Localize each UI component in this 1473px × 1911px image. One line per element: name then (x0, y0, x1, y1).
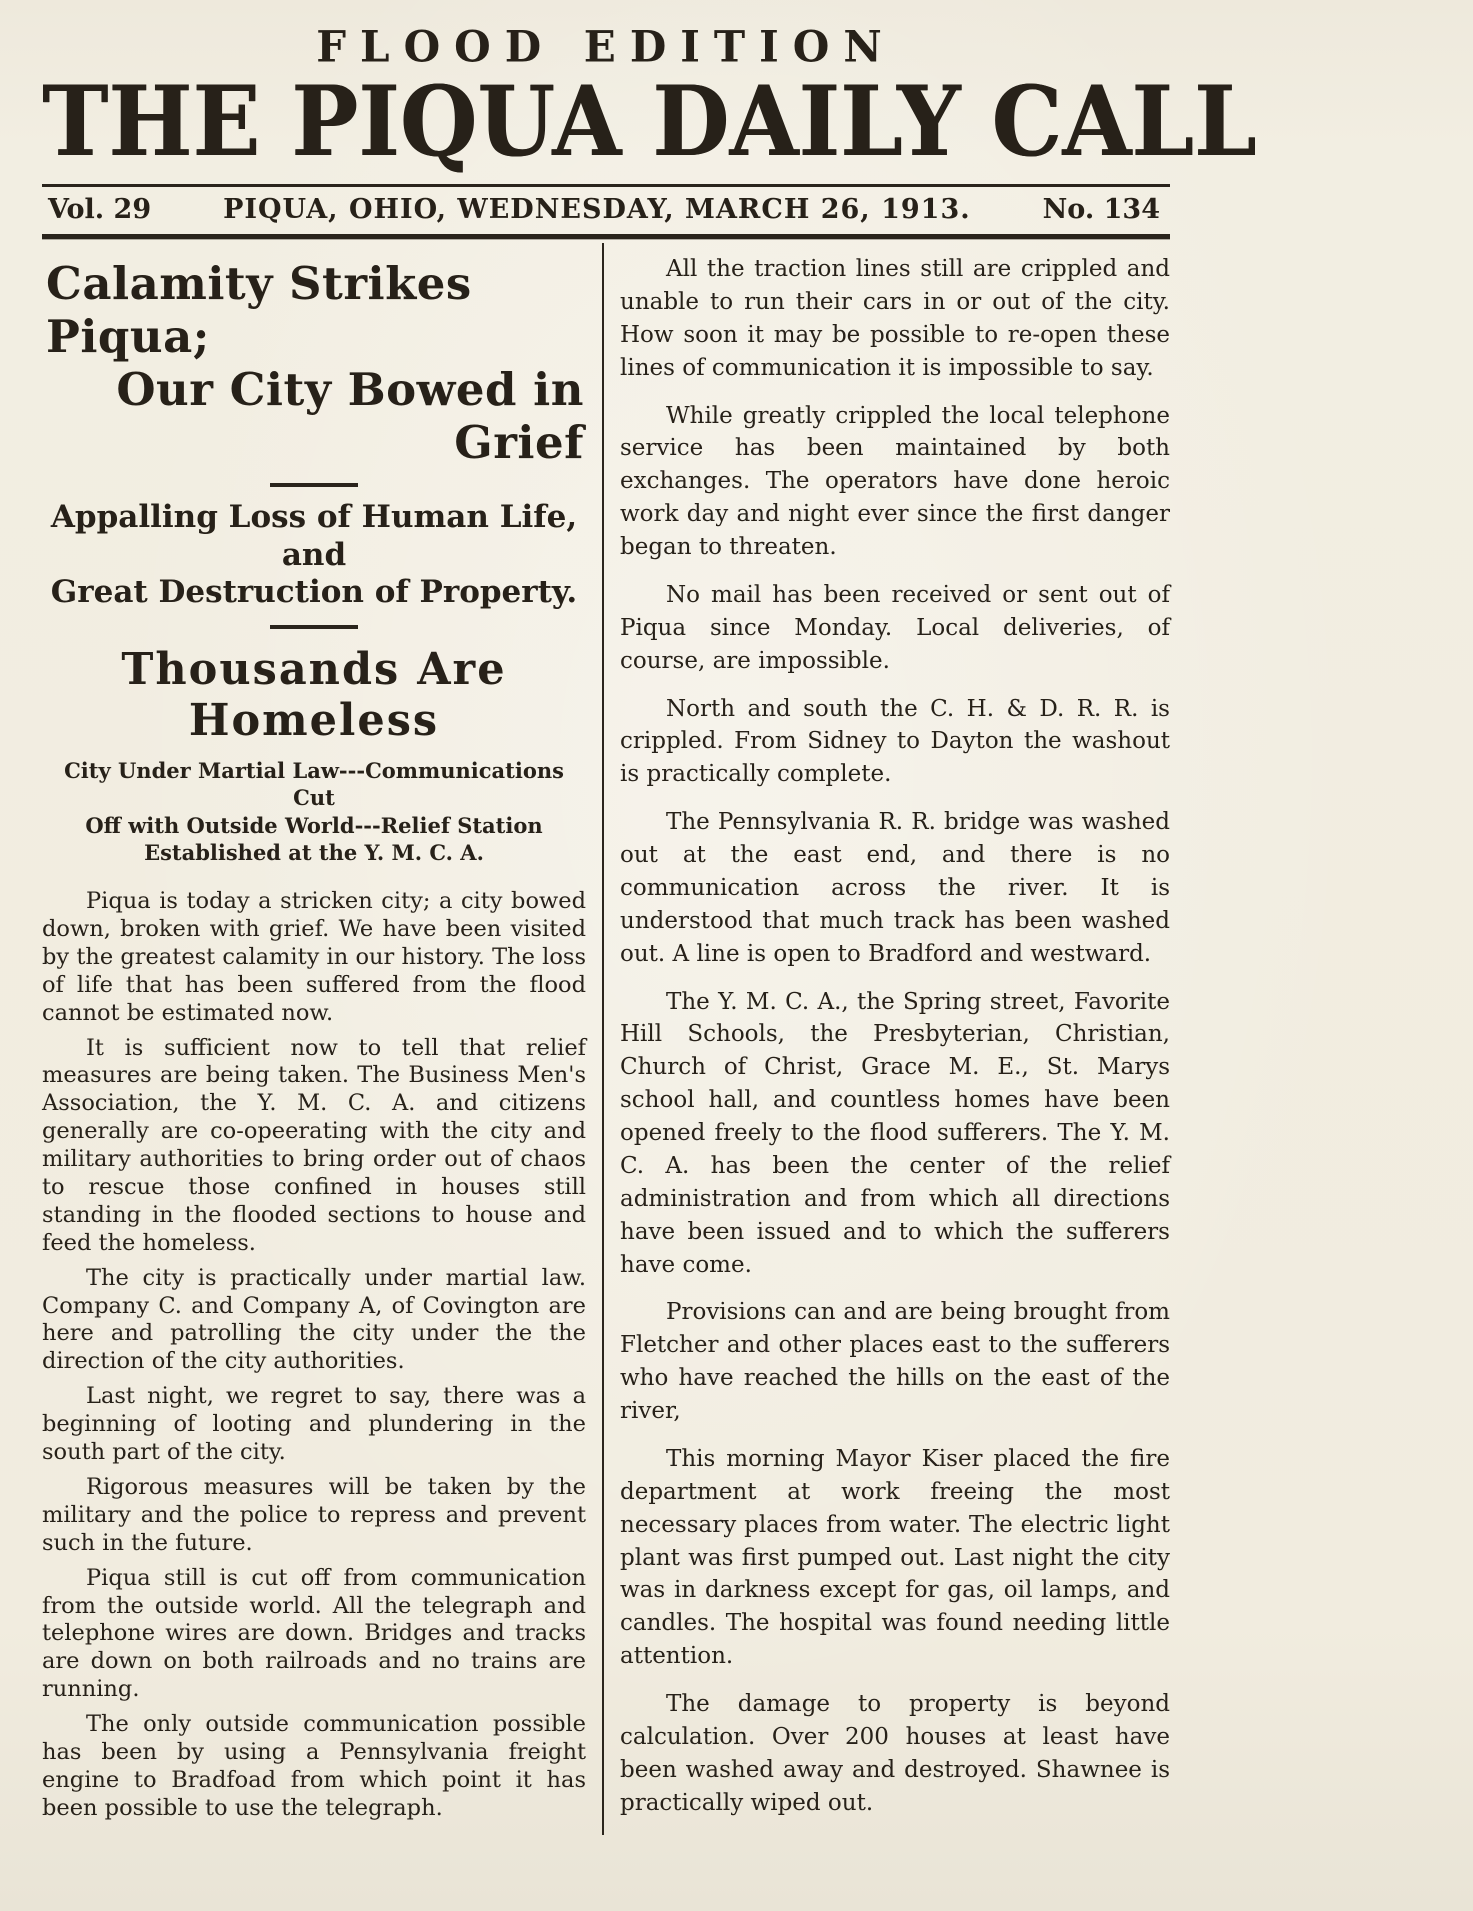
issue-number: No. 134 (1042, 194, 1160, 225)
subheadline (42, 499, 586, 611)
article-paragraph: Rigorous measures will be taken by the military and the police to repress and prevent such in the future. (42, 1473, 586, 1556)
article-paragraph: The damage to property is beyond calculation. Over 200 houses at least have been washed away and destroyed. Shawnee is practically wiped out. (620, 1691, 1170, 1816)
article-paragraph: It is sufficient now to tell that relief measures are being taken. The Business Men's Association, the Y. M. C. A. and citizens generally are co-opeerating with the city and military authorities to bring order out of chaos to rescue those confined in houses still standing in the flooded sections to house and feed the homeless. (42, 1034, 586, 1256)
subhead-line-2: Great Destruction of Property. (50, 573, 578, 610)
article-paragraph: The city is practically under martial law. Company C. and Company A, of Covington are here and patrolling the city under the the direction of the city authorities. (42, 1264, 586, 1375)
deck-line-1: City Under Martial Law---Communications Cut (64, 757, 564, 811)
banner-headline: Thousands Are Homeless (121, 643, 507, 746)
article-paragraph: Provisions can and are being brought from Fletcher and other places east to the sufferers who have reached the hills on the east of the river, (620, 1299, 1170, 1424)
deck-line-2: Off with Outside World---Relief Station (85, 812, 543, 838)
headline-line-1: Calamity Strikes Piqua; (46, 257, 472, 364)
left-column (42, 243, 602, 1835)
dateline-bar (42, 184, 1170, 239)
headline-divider (270, 483, 358, 487)
headline-line-2: Our City Bowed in Grief (116, 363, 584, 470)
subhead-line-1: Appalling Loss of Human Life, and (50, 499, 578, 573)
column-layout (42, 243, 1170, 1835)
deck-line-3: Established at the Y. M. C. A. (144, 839, 484, 865)
article-paragraph: All the traction lines still are crippled and unable to run their cars in or out of the city. How soon it may be possible to re-open these lines of communication it is impossible to say. (620, 256, 1170, 381)
page-content (42, 21, 1257, 1835)
article-paragraph: Piqua is today a stricken city; a city bowed down, broken with grief. We have been visited by the greatest calamity in our history. The loss of life that has been suffered from the flood cannot be estimated now. (42, 888, 586, 1026)
left-column-body (42, 888, 586, 1823)
paper-title: THE PIQUA DAILY CALL (42, 64, 1257, 178)
article-paragraph: The Pennsylvania R. R. bridge was washed out at the east end, and there is no communication across the river. It is understood that much track has been washed out. A line is open to Bradford and westward. (620, 809, 1170, 967)
volume-label: Vol. 29 (48, 194, 152, 225)
article-paragraph: Last night, we regret to say, there was a beginning of looting and plundering in the south part of the city. (42, 1383, 586, 1466)
deck-summary (42, 757, 586, 866)
article-paragraph: The Y. M. C. A., the Spring street, Favorite Hill Schools, the Presbyterian, Christian, Church of Christ, Grace M. E., St. Marys school hall, and countless homes have been opened freely to the flood sufferers. The Y. M. C. A. has been the center of the relief administration and from which all directions have been issued and to which the sufferers have come. (620, 988, 1170, 1278)
right-column (602, 243, 1170, 1835)
dateline-text: PIQUA, OHIO, WEDNESDAY, MARCH 26, 1913. (223, 194, 971, 225)
article-paragraph: The only outside communication possible has been by using a Pennsylvania freight engine to Bradfoad from which point it has been possible to use the telegraph. (42, 1711, 586, 1821)
article-paragraph: North and south the C. H. & D. R. R. is crippled. From Sidney to Dayton the washout is practically complete. (620, 695, 1170, 788)
article-paragraph: While greatly crippled the local telephone service has been maintained by both exchanges. The operators have done heroic work day and night ever since the first danger began to threaten. (620, 402, 1170, 560)
subhead-divider (270, 625, 358, 629)
article-paragraph: Piqua still is cut off from communication from the outside world. All the telegraph and telephone wires are down. Bridges and tracks are down on both railroads and no trains are running. (42, 1564, 586, 1703)
article-paragraph: This morning Mayor Kiser placed the fire department at work freeing the most necessary places from water. The electric light plant was first pumped out. Last night the city was in darkness except for gas, oil lamps, and candles. The hospital was found needing little attention. (620, 1445, 1170, 1670)
article-paragraph: No mail has been received or sent out of Piqua since Monday. Local deliveries, of course, are impossible. (620, 581, 1170, 674)
edition-label: FLOOD EDITION (316, 21, 896, 72)
main-headline (42, 257, 586, 469)
masthead (42, 21, 1257, 239)
